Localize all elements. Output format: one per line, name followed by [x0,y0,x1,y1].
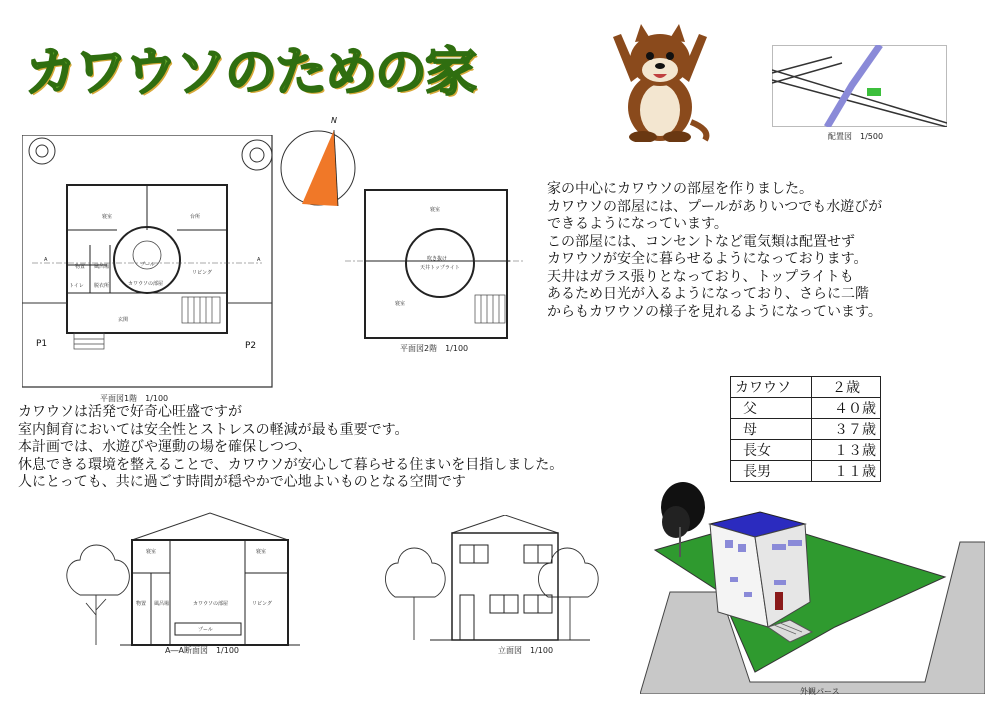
room-label: 寝室 [395,301,406,307]
description-line: 天井はガラス張りとなっており、トップライトも [547,268,854,285]
table-row [731,440,881,461]
parking-label: P1 [36,339,48,349]
room-label: 風呂場 [94,264,110,270]
description-line: カワウソの部屋には、プールがありいつでも水遊びが [547,198,883,215]
table-row [731,419,881,440]
concept-line: 休息できる環境を整えることで、カワウソが安心して暮らせる住まいを目指しました。 [18,456,564,473]
family-name-cell: 長男 [731,461,812,482]
room-label: 寝室 [256,549,267,555]
room-label: リビング [192,270,212,276]
concept-line: カワウソは活発で好奇心旺盛ですが [18,404,242,420]
room-label: リビング [252,601,272,607]
floor1-caption: 平面図1階 1/100 [100,394,169,403]
table-row [731,461,881,482]
description-line: あるため日光が入るようになっており、さらに二階 [547,286,869,302]
floor2-caption: 平面図2階 1/100 [400,344,469,353]
concept-line: 室内飼育においては安全性とストレスの軽減が最も重要です。 [18,421,409,438]
perspective-rendering [640,482,985,694]
room-label: プール [140,262,155,268]
family-age-cell: ３７歳 [812,419,881,440]
room-label: トイレ [69,283,84,289]
family-table [730,376,881,482]
section-mark: A [44,257,48,263]
elevation-drawing [380,515,610,643]
section-drawing [60,505,310,655]
description-line: 家の中心にカワウソの部屋を作りました。 [547,181,813,197]
room-label: 天井トップライト [420,265,460,271]
table-row [731,377,881,398]
site-plan-caption: 配置図 1/500 [828,132,884,141]
elevation-caption: 立面図 1/100 [498,646,554,655]
family-age-cell: １１歳 [812,461,881,482]
site-plan-map [772,45,947,127]
room-label: カワウソの部屋 [193,601,229,607]
table-row [731,398,881,419]
room-label: プール [198,627,213,633]
room-label: 玄関 [118,317,129,323]
family-age-cell: ２歳 [812,377,881,398]
family-name-cell: 母 [731,419,812,440]
description-line: カワウソが安全に暮らせるようになっております。 [547,251,868,267]
section-caption: A―A断面図 1/100 [165,646,239,655]
compass-north-label: N [331,116,337,125]
family-name-cell: 長女 [731,440,812,461]
family-name-cell: 父 [731,398,812,419]
section-mark: A [257,257,261,263]
room-label: 風呂場 [154,601,170,607]
room-label: 吹き抜け [427,256,448,262]
concept-text [18,404,563,492]
perspective-caption: 外観パース [800,687,840,696]
room-label: 寝室 [146,549,157,555]
description-line: できるようになっています。 [547,216,728,232]
concept-line: 人にとっても、共に過ごす時間が穏やかで心地よいものとなる空間です [18,474,466,490]
family-name-cell: カワウソ [731,377,812,398]
description-line: この部屋には、コンセントなど電気類は配置せず [547,233,855,250]
otter-mascot-illustration [605,12,715,142]
room-label: カワウソの部屋 [128,281,164,287]
room-label: 台所 [190,214,201,220]
description-line: からもカワウソの様子を見れるようになっています。 [547,303,882,320]
room-label: 寝室 [430,207,441,213]
room-label: 寝室 [102,214,113,220]
description-text [547,181,882,321]
family-age-cell: ４０歳 [812,398,881,419]
concept-line: 本計画では、水遊びや運動の場を確保しつつ、 [18,439,312,455]
room-label: 物置 [136,601,147,607]
parking-label: P2 [245,341,257,351]
room-label: 脱衣所 [94,283,110,289]
page-title: カワウソのための家 [25,43,476,103]
family-age-cell: １３歳 [812,440,881,461]
room-label: 物置 [75,264,86,270]
